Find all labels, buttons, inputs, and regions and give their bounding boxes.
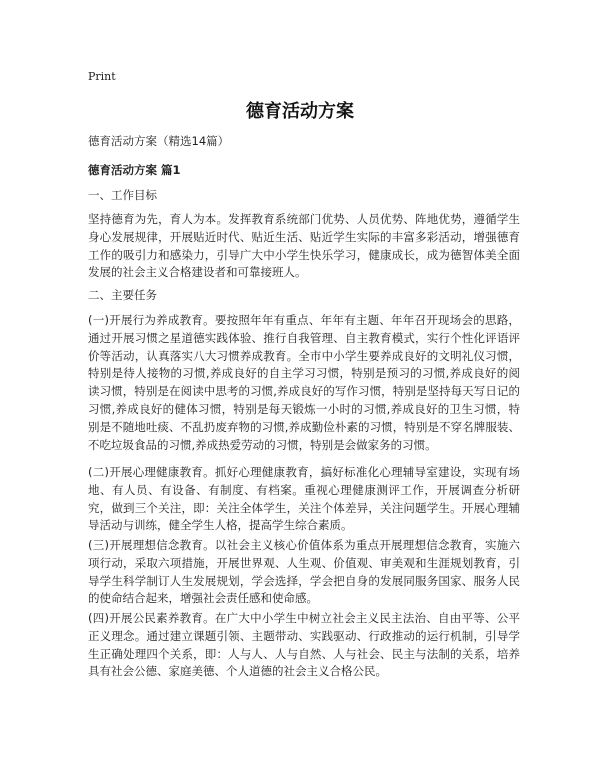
paragraph-civic-literacy: (四)开展公民素养教育。在广大中小学生中树立社会主义民主法治、自由平等、公平正义理念。通过建立课题引领、主题带动、实践驱动、行政推动的运行机制，引导学生正确处理四个关系，即：人与人、人与自然、人与社会、民主与法制的关系，培养具有社会公德、家庭美德、个人道德的社会主义合格公民。 (88, 611, 520, 679)
paragraph-ideals-beliefs: (三)开展理想信念教育。以社会主义核心价值体系为重点开展理想信念教育，实施六项行动，采取六项措施，开展世界观、人生观、价值观、审美观和生涯规划教育，引导学生科学制订人生发展规划，学会选择，学会把自身的发展同服务国家、服务人民的使命结合起来，增强社会责任感和使命感。 (88, 538, 520, 606)
section-title: 德育活动方案 篇1 (88, 163, 181, 177)
heading-work-goals: 一、工作目标 (88, 188, 157, 202)
heading-main-tasks: 二、主要任务 (88, 288, 157, 302)
paragraph-goals: 坚持德育为先，育人为本。发挥教育系统部门优势、人员优势、阵地优势，遵循学生身心发展规律，开展贴近时代、贴近生活、贴近学生实际的丰富多彩活动，增强德育工作的吸引力和感染力，引导广大中小学生快乐学习，健康成长，成为德智体美全面发展的社会主义合格建设者和可靠接班人。 (88, 212, 520, 280)
print-link[interactable]: Print (88, 70, 116, 83)
paragraph-behavior-education: (一)开展行为养成教育。要按照年年有重点、年年有主题、年年召开现场会的思路，通过开展习惯之星道德实践体验、推行自我管理、自主教育模式，实行个性化评语评价等活动，认真落实八大习惯养成教育。全市中小学生要养成良好的文明礼仪习惯，特别是待人接物的习惯,养成良好的自主学习习惯，特别是预习的习惯,养成良好的阅读习惯，特别是在阅读中思考的习惯,养成良好的写作习惯，特别是坚持每天写日记的习惯,养成良好的健体习惯，特别是每天锻炼一小时的习惯,养成良好的卫生习惯，特别是不随地吐痰、不乱扔废弃物的习惯,养成勤俭朴素的习惯，特别是不穿名牌服装、不吃垃圾食品的习惯,养成热爱劳动的习惯，特别是会做家务的习惯。 (88, 313, 520, 452)
document-subtitle: 德育活动方案（精选14篇） (88, 134, 230, 148)
paragraph-mental-health: (二)开展心理健康教育。抓好心理健康教育，搞好标准化心理辅导室建设，实现有场地、有人员、有设备、有制度、有档案。重视心理健康测评工作，开展调查分析研究，做到三个关注，即：关注全体学生，关注个体差异，关注问题学生。开展心理辅导活动与训练，健全学生人格，提高学生综合素质。 (88, 465, 520, 533)
page-title: 德育活动方案 (246, 101, 354, 122)
